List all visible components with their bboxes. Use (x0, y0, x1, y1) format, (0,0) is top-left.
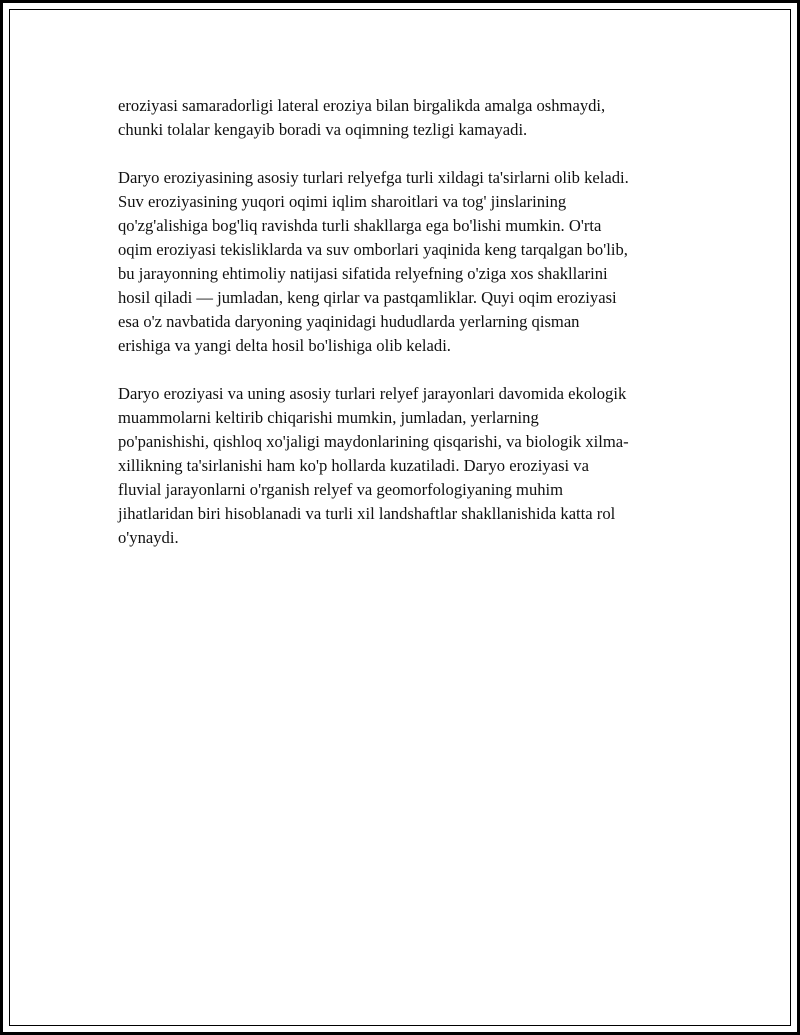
text-line: eroziyasi samaradorligi lateral eroziya bilan birgalikda amalga oshmaydi, (118, 96, 606, 115)
text-line: Daryo eroziyasi va uning asosiy turlari relyef jarayonlari davomida ekologik (118, 384, 627, 403)
text-line: erishiga va yangi delta hosil bo'lishiga olib keladi. (118, 336, 451, 355)
text-line: oqim eroziyasi tekisliklarda va suv omborlari yaqinida keng tarqalgan bo'lib, (118, 240, 628, 259)
text-line: qo'zg'alishiga bog'liq ravishda turli shakllarga ega bo'lishi mumkin. O'rta (118, 216, 602, 235)
text-line: po'panishishi, qishloq xo'jaligi maydonlarining qisqarishi, va biologik xilma- (118, 432, 629, 451)
text-line: xillikning ta'sirlanishi ham ko'p hollarda kuzatiladi. Daryo eroziyasi va (118, 456, 589, 475)
text-line: esa o'z navbatida daryoning yaqinidagi hududlarda yerlarning qisman (118, 312, 580, 331)
paragraph-2 (118, 166, 688, 358)
text-line: hosil qiladi — jumladan, keng qirlar va pastqamliklar. Quyi oqim eroziyasi (118, 288, 617, 307)
text-line: chunki tolalar kengayib boradi va oqimning tezligi kamayadi. (118, 120, 528, 139)
paragraph-3 (118, 382, 688, 550)
paragraph-1 (118, 94, 688, 142)
text-line: fluvial jarayonlarni o'rganish relyef va geomorfologiyaning muhim (118, 480, 564, 499)
text-line: Suv eroziyasining yuqori oqimi iqlim sharoitlari va tog' jinslarining (118, 192, 567, 211)
text-line: bu jarayonning ehtimoliy natijasi sifatida relyefning o'ziga xos shakllarini (118, 264, 608, 283)
text-line: muammolarni keltirib chiqarishi mumkin, jumladan, yerlarning (118, 408, 539, 427)
text-line: o'ynaydi. (118, 528, 179, 547)
text-line: jihatlaridan biri hisoblanadi va turli xil landshaftlar shakllanishida katta rol (118, 504, 616, 523)
document-body (118, 94, 688, 574)
text-line: Daryo eroziyasining asosiy turlari relyefga turli xildagi ta'sirlarni olib keladi. (118, 168, 629, 187)
